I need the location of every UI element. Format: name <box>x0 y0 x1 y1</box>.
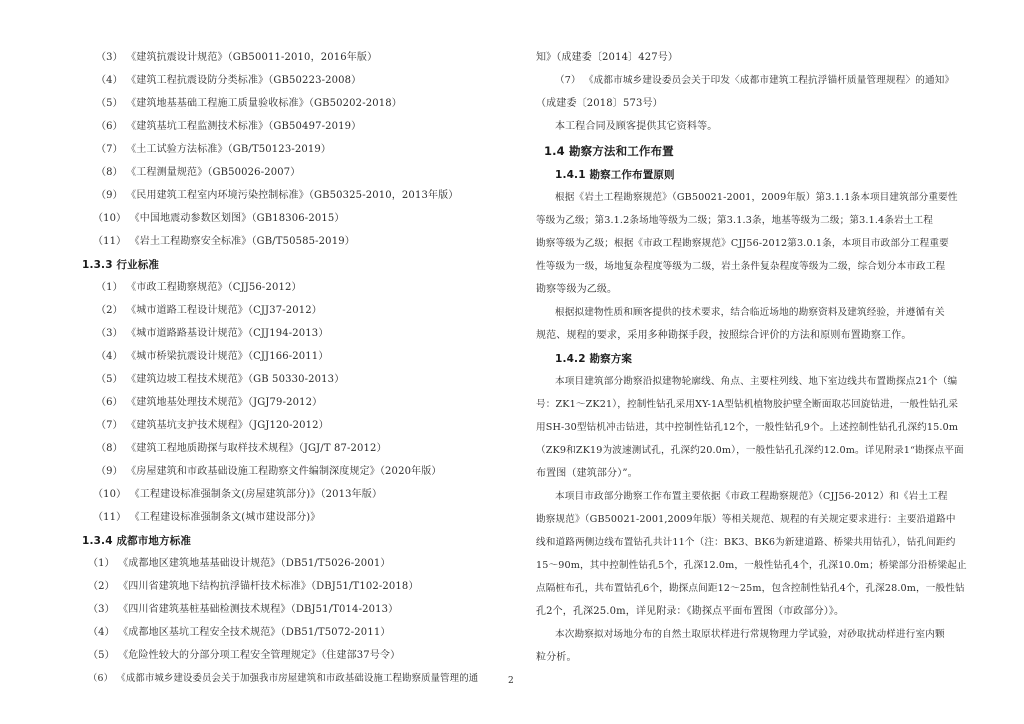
standard-item: （10） 《工程建设标准强制条文(房屋建筑部分)》（2013年版） <box>93 489 383 500</box>
paragraph-line: 等级为乙级；第3.1.2条场地等级为二级；第3.1.3条，地基等级为二级；第3.1.4条岩土工程 <box>536 215 934 226</box>
local-standards-heading: 1.3.4 成都市地方标准 <box>82 535 192 547</box>
standard-item: （6） 《建筑地基处理技术规范》（JGJ79-2012） <box>96 397 323 408</box>
standard-item: （6） 《建筑基坑工程监测技术标准》（GB50497-2019） <box>96 121 362 132</box>
paragraph-line: 勘察规范》（GB50021-2001,2009年版）等相关规范、规程的有关规定要求进行：主要沿道路中 <box>536 514 956 525</box>
paragraph: 本工程合同及顾客提供其它资料等。 <box>555 121 718 132</box>
paragraph-line: 布置图（建筑部分）”。 <box>536 468 638 479</box>
standard-item: （5） 《危险性较大的分部分项工程安全管理规定》（住建部37号令） <box>88 650 401 661</box>
standard-item: （8） 《工程测量规范》（GB50026-2007） <box>96 167 301 178</box>
standard-item: （4） 《成都地区基坑工程安全技术规范》（DB51/T5072-2011） <box>88 627 391 638</box>
paragraph-line: 本项目建筑部分勘察沿拟建物轮廓线、角点、主要柱列线、地下室边线共布置勘探点21个（编 <box>555 376 958 387</box>
standard-item: （5） 《建筑地基基础工程施工质量验收标准》（GB50202-2018） <box>96 98 402 109</box>
subsection-heading: 1.4.1 勘察工作布置原则 <box>555 169 675 181</box>
paragraph-line: 勘察等级为乙级。 <box>536 284 618 295</box>
paragraph-line: 性等级为一级，场地复杂程度等级为二级，岩土条件复杂程度等级为二级，综合划分本市政工程 <box>536 261 946 272</box>
standard-item: （11） 《工程建设标准强制条文(城市建设部分)》 <box>93 512 321 523</box>
standard-item: （11） 《岩土工程勘察安全标准》（GB/T50585-2019） <box>93 236 355 247</box>
paragraph-line: （ZK9和ZK19为波速测试孔，孔深约20.0m），一般性钻孔孔深约12.0m。详见附录1“勘探点平面 <box>536 445 964 456</box>
standard-item: （6） 《成都市城乡建设委员会关于加强我市房屋建筑和市政基础设施工程勘察质量管理的通 <box>88 673 479 684</box>
standard-item: （1） 《市政工程勘察规范》（CJJ56-2012） <box>96 282 302 293</box>
paragraph-line: 粒分析。 <box>536 652 577 663</box>
standard-item: （2） 《城市道路工程设计规范》（CJJ37-2012） <box>96 305 322 316</box>
paragraph-line: 本项目市政部分勘察工作布置主要依据《市政工程勘察规范》（CJJ56-2012）和《岩土工程 <box>555 491 948 502</box>
standard-item: （8） 《建筑工程地质勘探与取样技术规程》（JGJ/T 87-2012） <box>96 443 387 454</box>
paragraph-line: 线和道路两侧边线布置钻孔共计11个（注：BK3、BK6为新建道路、桥梁共用钻孔），钻孔间距约 <box>536 537 956 548</box>
paragraph-line: 勘察等级为乙级；根据《市政工程勘察规范》CJJ56-2012第3.0.1条，本项目市政部分工程重要 <box>536 238 949 249</box>
paragraph-line: 孔2个，孔深25.0m，详见附录：《勘探点平面布置图（市政部分）》。 <box>536 606 845 617</box>
page-number: 2 <box>508 676 514 686</box>
paragraph-line: 根据拟建物性质和顾客提供的技术要求，结合临近场地的勘察资料及建筑经验，并遵循有关 <box>555 307 945 318</box>
subsection-heading: 1.4.2 勘察方案 <box>555 353 633 365</box>
standard-item: （1） 《成都地区建筑地基基础设计规范》（DB51/T5026-2001） <box>88 558 391 569</box>
standard-item: （3） 《城市道路路基设计规范》（CJJ194-2013） <box>96 328 329 339</box>
standard-item: （5） 《建筑边坡工程技术规范》（GB 50330-2013） <box>96 374 345 385</box>
standard-item: （7） 《建筑基坑支护技术规程》（JGJ120-2012） <box>96 420 329 431</box>
continued-text: 知》（成建委〔2014〕427号） <box>536 52 679 63</box>
standard-item: （3） 《建筑抗震设计规范》（GB50011-2010，2016年版） <box>96 52 378 63</box>
standard-item: （7） 《成都市城乡建设委员会关于印发〈成都市建筑工程抗浮锚杆质量管理规程〉的通知》 <box>555 75 955 86</box>
paragraph-line: 根据《岩土工程勘察规范》（GB50021-2001，2009年版）第3.1.1条本项目建筑部分重要性 <box>555 192 958 203</box>
standard-item: （3） 《四川省建筑基桩基础检测技术规程》（DBJ51/T014-2013） <box>88 604 399 615</box>
continued-text: （成建委〔2018〕573号） <box>536 98 663 109</box>
standard-item: （2） 《四川省建筑地下结构抗浮锚杆技术标准》（DBJ51/T102-2018） <box>88 581 419 592</box>
standard-item: （9） 《房屋建筑和市政基础设施工程勘察文件编制深度规定》（2020年版） <box>96 466 442 477</box>
standard-item: （10） 《中国地震动参数区划图》（GB18306-2015） <box>93 213 345 224</box>
paragraph-line: 本次勘察拟对场地分布的自然土取原状样进行常规物理力学试验，对砂取扰动样进行室内颗 <box>555 629 945 640</box>
standard-item: （4） 《建筑工程抗震设防分类标准》（GB50223-2008） <box>96 75 362 86</box>
industry-standards-heading: 1.3.3 行业标准 <box>82 259 160 271</box>
section-heading: 1.4 勘察方法和工作布置 <box>544 144 674 158</box>
paragraph-line: 规范、规程的要求，采用多种勘探手段，按照综合评价的方法和原则布置勘察工作。 <box>536 330 912 341</box>
standard-item: （7） 《土工试验方法标准》（GB/T50123-2019） <box>96 144 332 155</box>
paragraph-line: 点隔桩布孔，共布置钻孔6个，勘探点间距12～25m，包含控制性钻孔4个，孔深28.0m，一般性钻 <box>536 583 965 594</box>
paragraph-line: 号：ZK1～ZK21），控制性钻孔采用XY-1A型钻机植物胶护壁全断面取芯回旋钻进，一般性钻孔采 <box>536 399 959 410</box>
standard-item: （9） 《民用建筑工程室内环境污染控制标准》（GB50325-2010，2013年版） <box>96 190 459 201</box>
paragraph-line: 用SH-30型钻机冲击钻进，其中控制性钻孔12个，一般性钻孔9个。上述控制性钻孔孔深约15.0m <box>536 422 959 433</box>
paragraph-line: 15～90m，其中控制性钻孔5个，孔深12.0m，一般性钻孔4个，孔深10.0m；桥梁部分沿桥梁起止 <box>536 560 967 571</box>
standard-item: （4） 《城市桥梁抗震设计规范》（CJJ166-2011） <box>96 351 329 362</box>
